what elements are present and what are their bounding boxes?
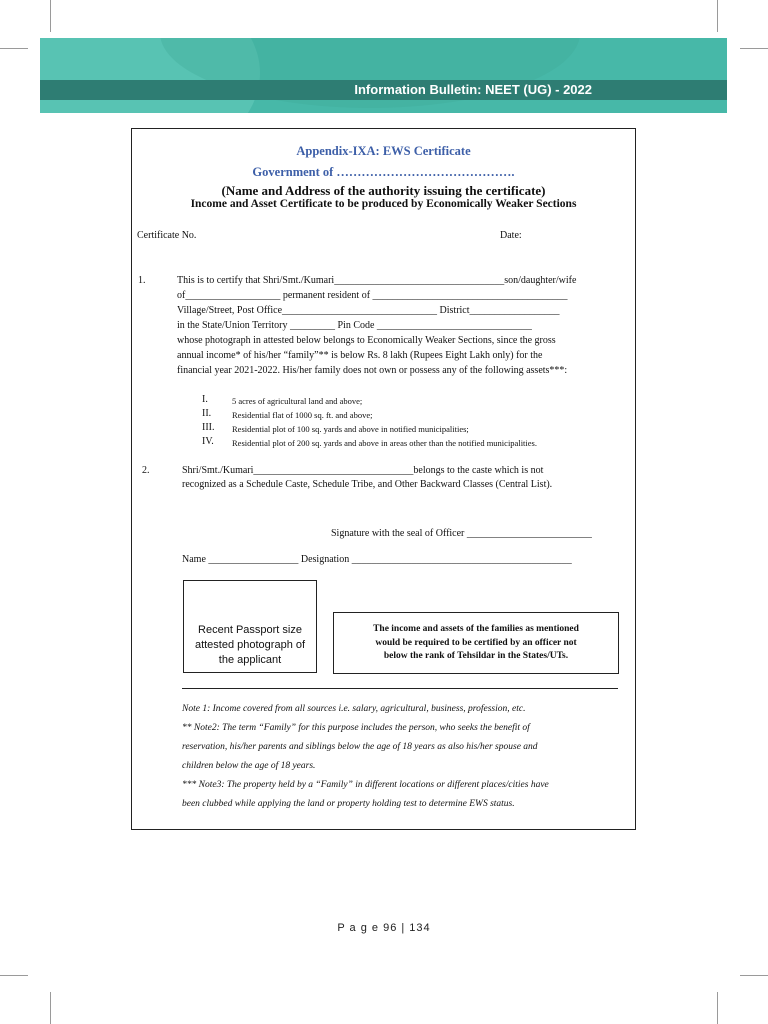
note-line: Note 1: Income covered from all sources i.e. salary, agricultural, business, profession, etc. (182, 704, 526, 714)
note-line: been clubbed while applying the land or property holding test to determine EWS status. (182, 799, 515, 809)
crop-mark (50, 992, 51, 1024)
para1-line: Village/Street, Post Office_______________________________ District__________________ (177, 305, 560, 316)
para1-line: financial year 2021-2022. His/her family does not own or possess any of the following assets***: (177, 365, 568, 376)
asset-item: Residential plot of 200 sq. yards and above in areas other than the notified municipalities. (232, 438, 537, 448)
crop-mark (0, 975, 28, 976)
photo-box-line: Recent Passport size (198, 624, 302, 636)
asset-item: Residential plot of 100 sq. yards and above in notified municipalities; (232, 424, 469, 434)
asset-item: Residential flat of 1000 sq. ft. and above; (232, 410, 373, 420)
note-line: ** Note2: The term “Family” for this purpose includes the person, who seeks the benefit of (182, 723, 530, 733)
para1-line: whose photograph in attested below belongs to Economically Weaker Sections, since the gross (177, 335, 556, 346)
passport-photo-box (183, 580, 317, 673)
para1-line: This is to certify that Shri/Smt./Kumari__________________________________son/daughter/wife (177, 275, 577, 286)
income-note-line: The income and assets of the families as mentioned (373, 624, 579, 634)
certificate-no-label: Certificate No. (137, 230, 197, 241)
photo-box-caption (184, 623, 316, 668)
crop-mark (717, 0, 718, 32)
crop-mark (0, 48, 28, 49)
income-certification-note (333, 612, 619, 674)
para1-line: in the State/Union Territory _________ Pin Code _______________________________ (177, 320, 532, 331)
note-line: reservation, his/her parents and siblings below the age of 18 years as also his/her spouse and (182, 742, 538, 752)
certificate-subtitle: Income and Asset Certificate to be produced by Economically Weaker Sections (190, 198, 577, 210)
crop-mark (740, 48, 768, 49)
signature-line: Signature with the seal of Officer _________________________ (331, 528, 592, 539)
note-line: children below the age of 18 years. (182, 761, 316, 771)
para2-number: 2. (142, 465, 150, 476)
note-line: *** Note3: The property held by a “Family” in different locations or different places/cities have (182, 780, 549, 790)
income-note-text (334, 623, 618, 664)
photo-box-line: attested photograph of (194, 639, 306, 651)
header-banner (40, 38, 727, 113)
photo-box-line: the applicant (218, 654, 282, 666)
para1-line: of___________________ permanent resident of _______________________________________ (177, 290, 568, 301)
asset-numeral: IV. (202, 436, 214, 447)
para1-number: 1. (138, 275, 146, 286)
asset-numeral: III. (202, 422, 215, 433)
crop-mark (740, 975, 768, 976)
asset-numeral: I. (202, 394, 208, 405)
name-designation-line: Name __________________ Designation ____________________________________________ (182, 554, 572, 565)
date-label: Date: (500, 230, 522, 241)
para1-line: annual income* of his/her “family”** is below Rs. 8 lakh (Rupees Eight Lakh only) for the (177, 350, 543, 361)
divider (182, 688, 618, 689)
income-note-line: would be required to be certified by an officer not (375, 637, 577, 648)
asset-item: 5 acres of agricultural land and above; (232, 396, 363, 406)
ews-certificate (131, 128, 636, 830)
page-number: P a g e 96 | 134 (337, 922, 431, 934)
government-line: Government of ……………………………………. (252, 165, 515, 179)
crop-mark (50, 0, 51, 32)
crop-mark (717, 992, 718, 1024)
para2-line: recognized as a Schedule Caste, Schedule Tribe, and Other Backward Classes (Central List). (182, 479, 553, 490)
para2-line: Shri/Smt./Kumari________________________________belongs to the caste which is not (182, 465, 544, 476)
asset-numeral: II. (202, 408, 212, 419)
income-note-line: below the rank of Tehsildar in the States/UTs. (383, 651, 569, 661)
bulletin-title: Information Bulletin: NEET (UG) - 2022 (354, 82, 592, 97)
appendix-title: Appendix-IXA: EWS Certificate (296, 144, 471, 158)
authority-line: (Name and Address of the authority issuing the certificate) (221, 183, 546, 198)
